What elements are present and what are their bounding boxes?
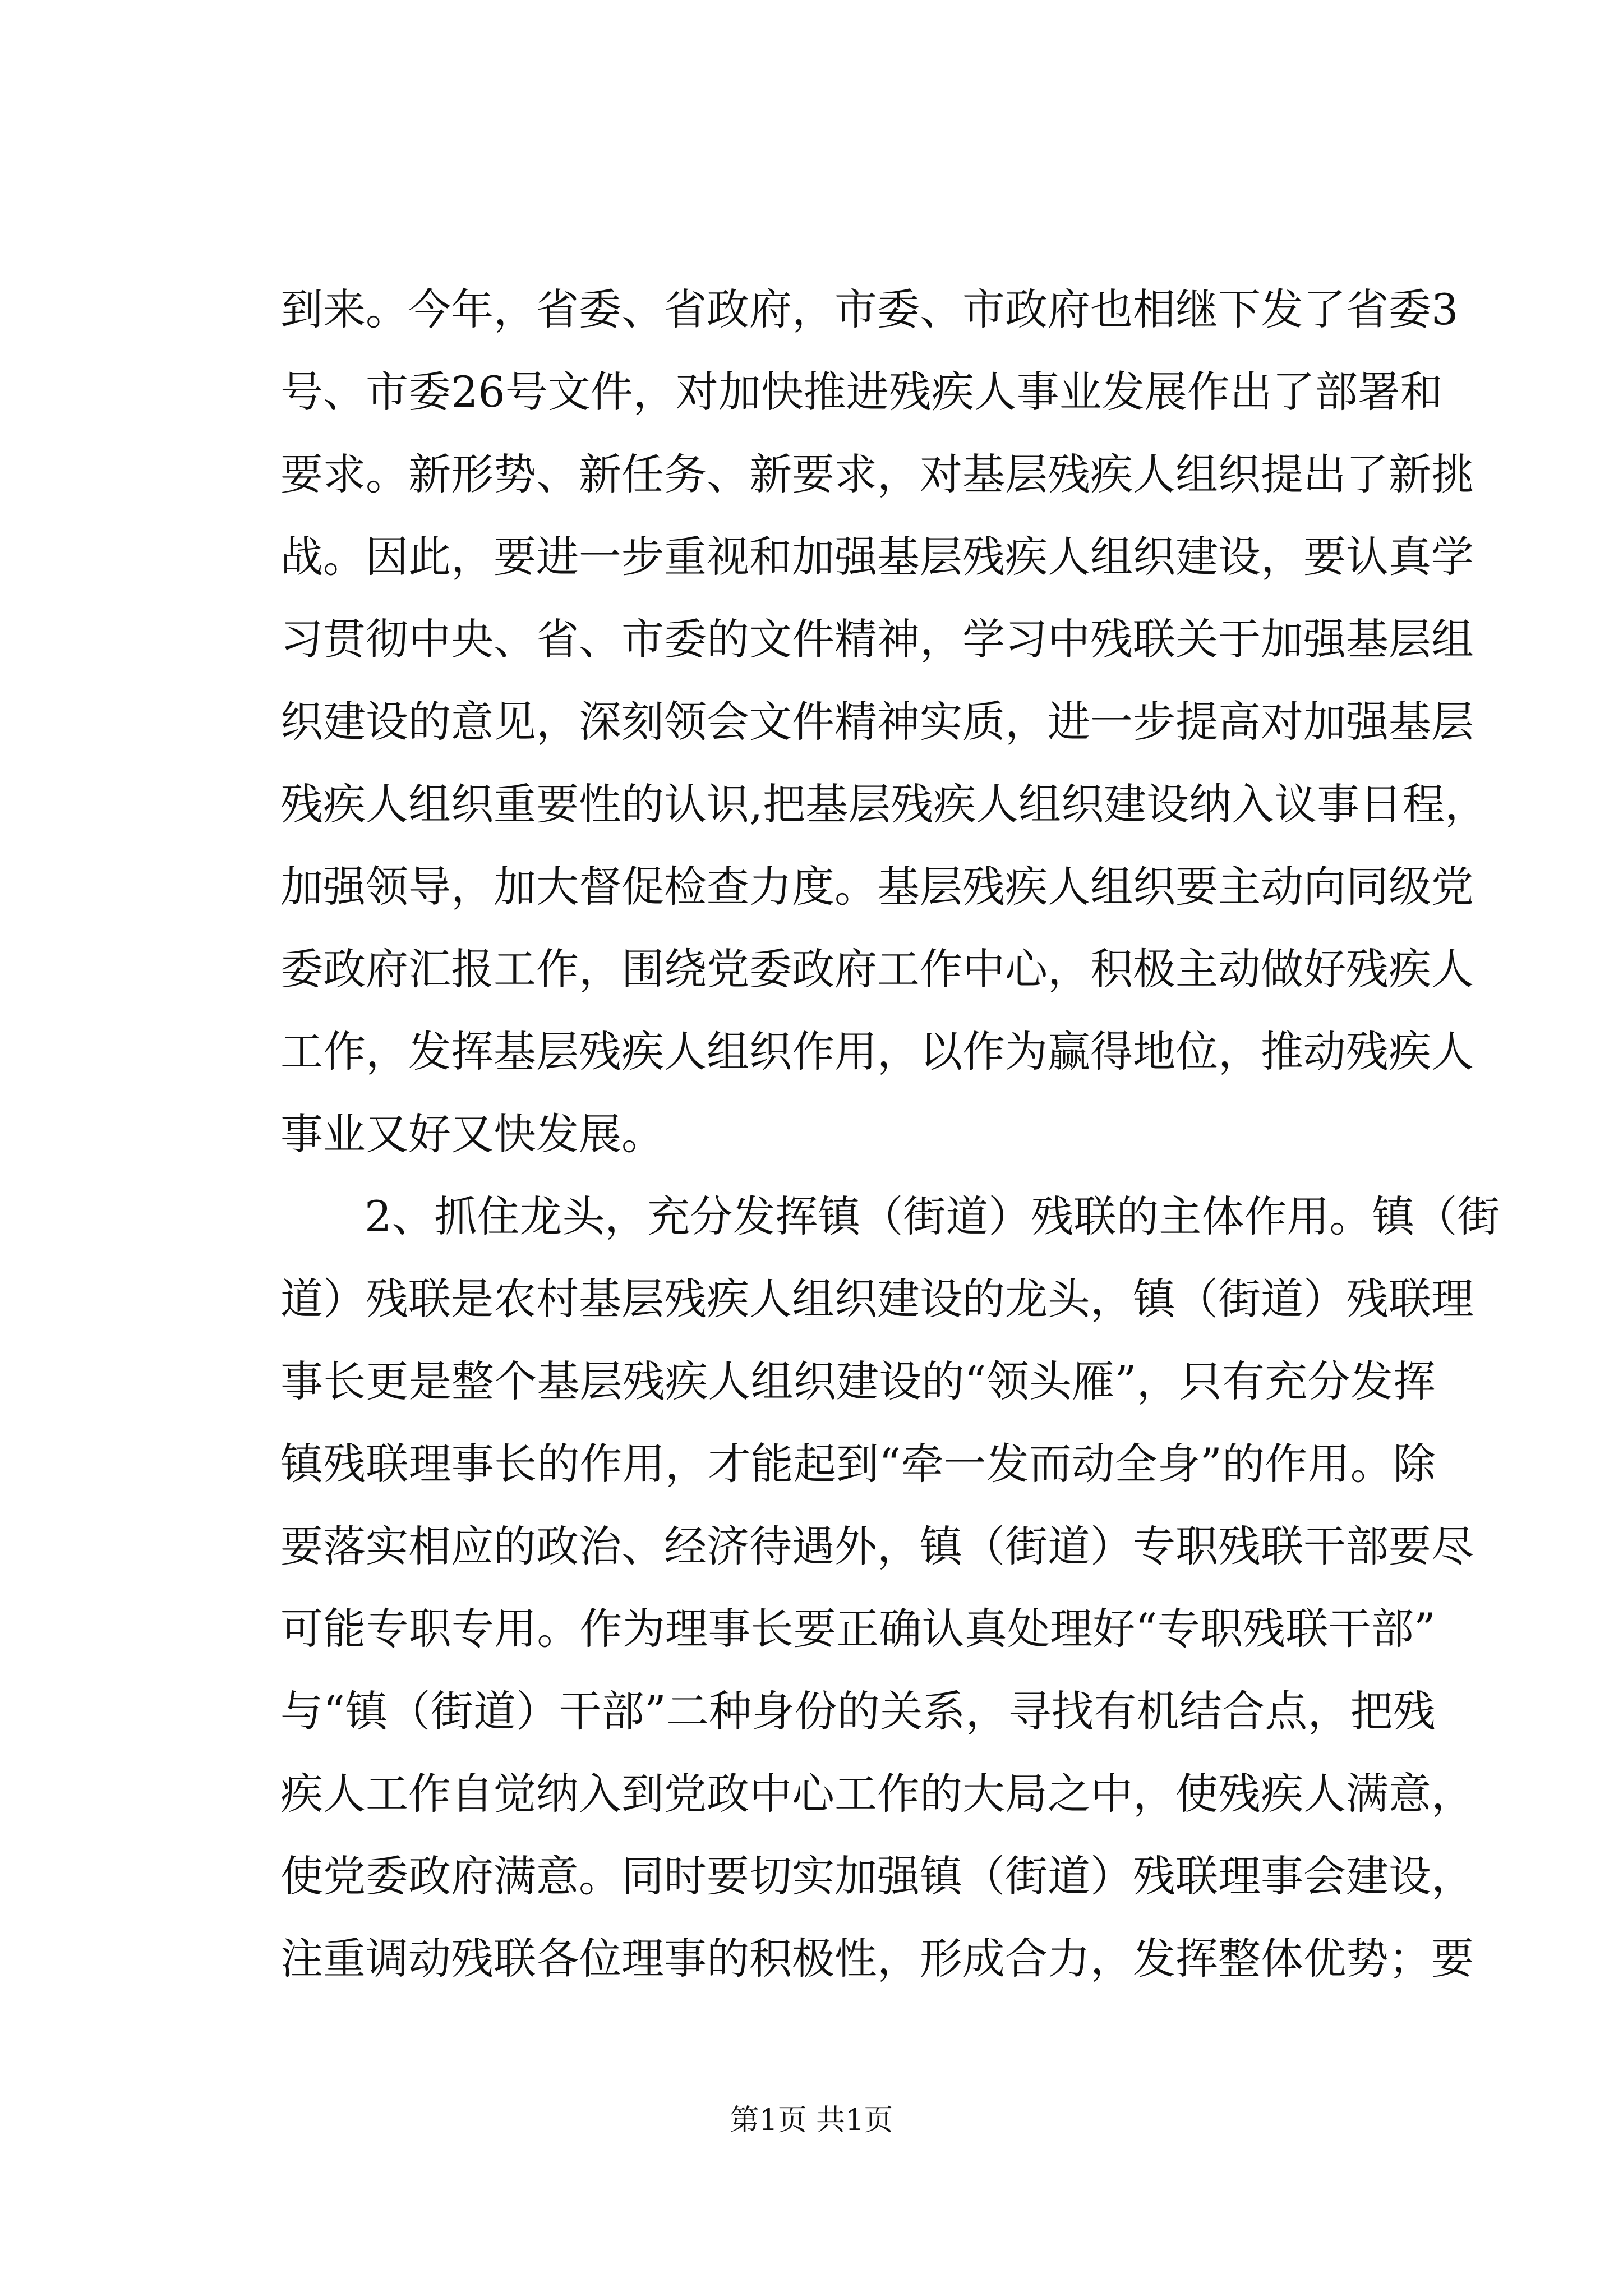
text-line: 要落实相应的政治、经济待遇外，镇（街道）专职残联干部要尽 [280,1521,1474,1571]
text-line: 事长更是整个基层残疾人组织建设的“领头雁”，只有充分发挥 [280,1356,1436,1406]
text-line: 使党委政府满意。同时要切实加强镇（街道）残联理事会建设， [280,1851,1474,1901]
document-body [280,268,1500,2000]
text-line: 战。因此，要进一步重视和加强基层残疾人组织建设，要认真学 [280,532,1474,582]
text-line: 镇残联理事长的作用，才能起到“牵一发而动全身”的作用。除 [280,1439,1436,1489]
page-footer [0,2101,1623,2140]
text-line: 道）残联是农村基层残疾人组织建设的龙头，镇（街道）残联理 [280,1274,1474,1324]
text-line: 到来。今年，省委、省政府，市委、市政府也相继下发了省委3 [280,284,1459,334]
text-line: 可能专职专用。作为理事长要正确认真处理好“专职残联干部” [280,1604,1436,1654]
text-line: 注重调动残联各位理事的积极性，形成合力，发挥整体优势；要 [280,1934,1474,1984]
text-line: 疾人工作自觉纳入到党政中心工作的大局之中，使残疾人满意， [280,1769,1474,1819]
text-line: 委政府汇报工作，围绕党委政府工作中心，积极主动做好残疾人 [280,944,1474,994]
text-line: 残疾人组织重要性的认识,把基层残疾人组织建设纳入议事日程， [280,779,1488,829]
text-line: 要求。新形势、新任务、新要求，对基层残疾人组织提出了新挑 [280,449,1474,499]
text-line: 工作，发挥基层残疾人组织作用，以作为赢得地位，推动残疾人 [280,1027,1474,1076]
text-line: 2、抓住龙头，充分发挥镇（街道）残联的主体作用。镇（街 [365,1191,1500,1241]
text-line: 事业又好又快发展。 [280,1109,664,1159]
text-line: 习贯彻中央、省、市委的文件精神，学习中残联关于加强基层组 [280,614,1474,664]
text-line: 加强领导，加大督促检查力度。基层残疾人组织要主动向同级党 [280,862,1474,912]
text-line: 织建设的意见，深刻领会文件精神实质，进一步提高对加强基层 [280,697,1474,747]
page-number-label: 第1页 共1页 [730,2104,893,2137]
text-line: 号、市委26号文件，对加快推进残疾人事业发展作出了部署和 [280,367,1443,417]
text-line: 与“镇（街道）干部”二种身份的关系，寻找有机结合点，把残 [280,1686,1436,1736]
